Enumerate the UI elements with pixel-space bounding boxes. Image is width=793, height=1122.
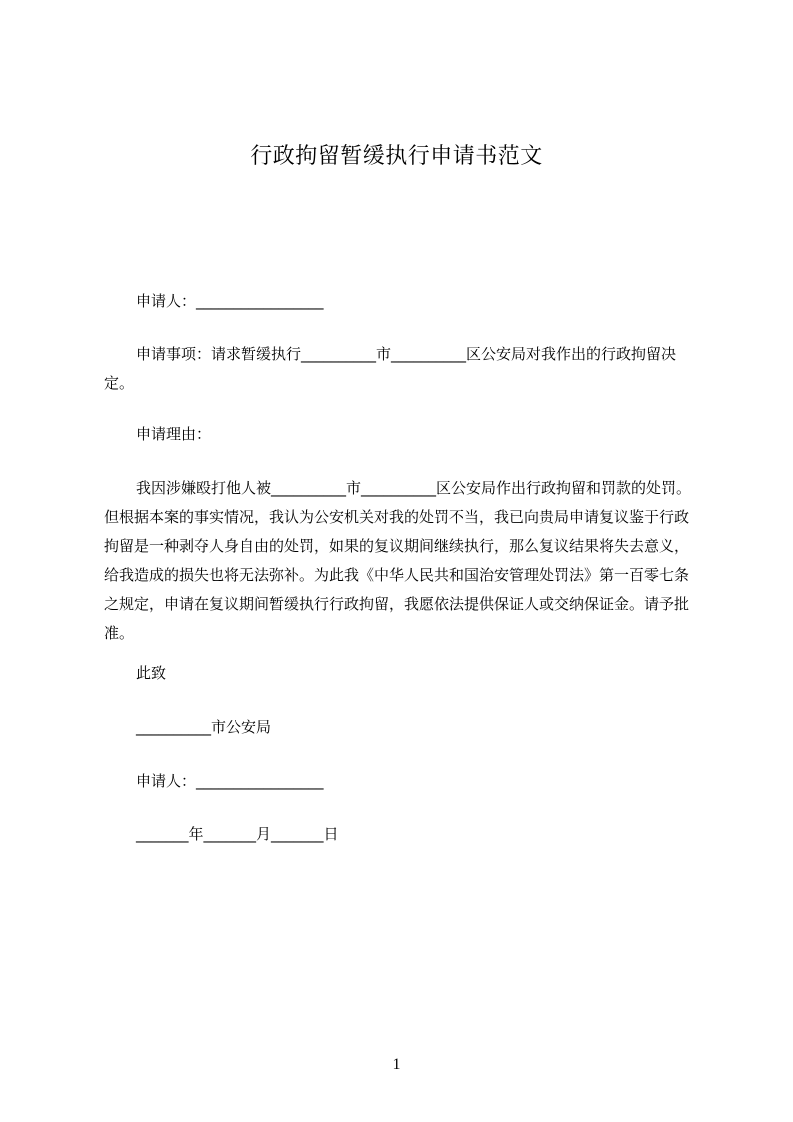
page-number: 1 <box>392 1056 401 1073</box>
date-line: _______年_______月_______日 <box>136 825 339 843</box>
recipient-line: __________市公安局 <box>136 718 272 736</box>
applicant-line: 申请人：_________________ <box>136 292 324 310</box>
signature-line: 申请人：_________________ <box>136 772 324 790</box>
salutation: 此致 <box>136 664 167 682</box>
document-title: 行政拘留暂缓执行申请书范文 <box>250 144 543 169</box>
matter-paragraph: 申请事项：请求暂缓执行__________市__________区公安局对我作出的行政拘留决定。 <box>104 345 677 392</box>
reason-heading: 申请理由： <box>136 425 212 443</box>
reason-paragraph: 我因涉嫌殴打他人被__________市__________区公安局作出行政拘留和罚款的处罚。但根据本案的事实情况，我认为公安机关对我的处罚不当，我已向贵局申请复议鉴于行政拘留是一种剥夺人身自由的处罚，如果的复议期间继续执行，那么复议结果将失去意义，给我造成的损失也将无法弥补。为此我《中华人民共和国治安管理处罚法》第一百零七条之规定，申请在复议期间暂缓执行行政拘留，我愿依法提供保证人或交纳保证金。请予批准。 <box>104 479 692 642</box>
